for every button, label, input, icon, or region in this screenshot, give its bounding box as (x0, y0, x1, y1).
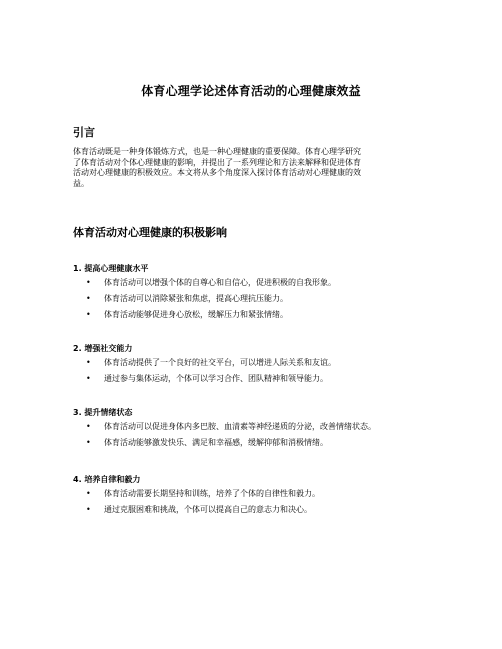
intro-line: 活动对心理健康的积极效应。本文将从多个角度深入探讨体育活动对心理健康的效 (73, 168, 361, 178)
bullet-icon: • (86, 310, 91, 319)
subsection-heading: 1. 提高心理健康水平 (73, 264, 149, 273)
list-item-text: 通过克服困难和挑战，个体可以提高自己的意志力和决心。 (104, 505, 312, 514)
intro-line: 了体育活动对个体心理健康的影响，并提出了一系列理论和方法来解释和促进体育 (73, 157, 361, 167)
intro-paragraph (73, 147, 433, 189)
intro-line: 体育活动既是一种身体锻炼方式，也是一种心理健康的重要保障。体育心理学研究 (73, 147, 361, 156)
bullet-icon: • (86, 278, 91, 287)
list-item (73, 275, 453, 291)
list-item (73, 419, 453, 435)
list-item (73, 371, 453, 387)
list-item-text: 体育活动提供了一个良好的社交平台，可以增进人际关系和友谊。 (104, 358, 336, 367)
bullet-icon: • (86, 438, 91, 447)
list-item-text: 体育活动能够激发快乐、满足和幸福感，缓解抑郁和消极情绪。 (104, 438, 328, 447)
bullet-icon: • (86, 422, 91, 431)
list-item (73, 307, 453, 323)
document-title: 体育心理学论述体育活动的心理健康效益 (141, 84, 361, 98)
bullet-list (73, 275, 453, 323)
bullet-icon: • (86, 489, 91, 498)
intro-line: 益。 (73, 178, 89, 188)
list-item (73, 355, 453, 371)
bullet-icon: • (86, 358, 91, 367)
bullet-list (73, 355, 453, 387)
bullet-icon: • (86, 294, 91, 303)
list-item-text: 体育活动可以增强个体的自尊心和自信心，促进积极的自我形象。 (104, 278, 336, 287)
subsection-heading: 3. 提升情绪状态 (73, 408, 133, 417)
intro-heading: 引言 (73, 126, 95, 139)
list-item (73, 435, 453, 451)
bullet-icon: • (86, 374, 91, 383)
section-heading: 体育活动对心理健康的积极影响 (73, 226, 227, 239)
list-item-text: 体育活动需要长期坚持和训练，培养了个体的自律性和毅力。 (104, 489, 320, 498)
list-item-text: 通过参与集体运动，个体可以学习合作、团队精神和领导能力。 (104, 374, 328, 383)
list-item (73, 486, 453, 502)
list-item (73, 291, 453, 307)
list-item-text: 体育活动可以促进身体内多巴胺、血清素等神经递质的分泌，改善情绪状态。 (104, 422, 376, 431)
bullet-list (73, 419, 453, 451)
bullet-icon: • (86, 505, 91, 514)
bullet-list (73, 486, 453, 518)
list-item (73, 502, 453, 518)
subsection-heading: 2. 增强社交能力 (73, 344, 133, 353)
list-item-text: 体育活动可以消除紧张和焦虑，提高心理抗压能力。 (104, 294, 288, 303)
list-item-text: 体育活动能够促进身心放松，缓解压力和紧张情绪。 (104, 310, 288, 319)
subsection-heading: 4. 培养自律和毅力 (73, 475, 141, 484)
